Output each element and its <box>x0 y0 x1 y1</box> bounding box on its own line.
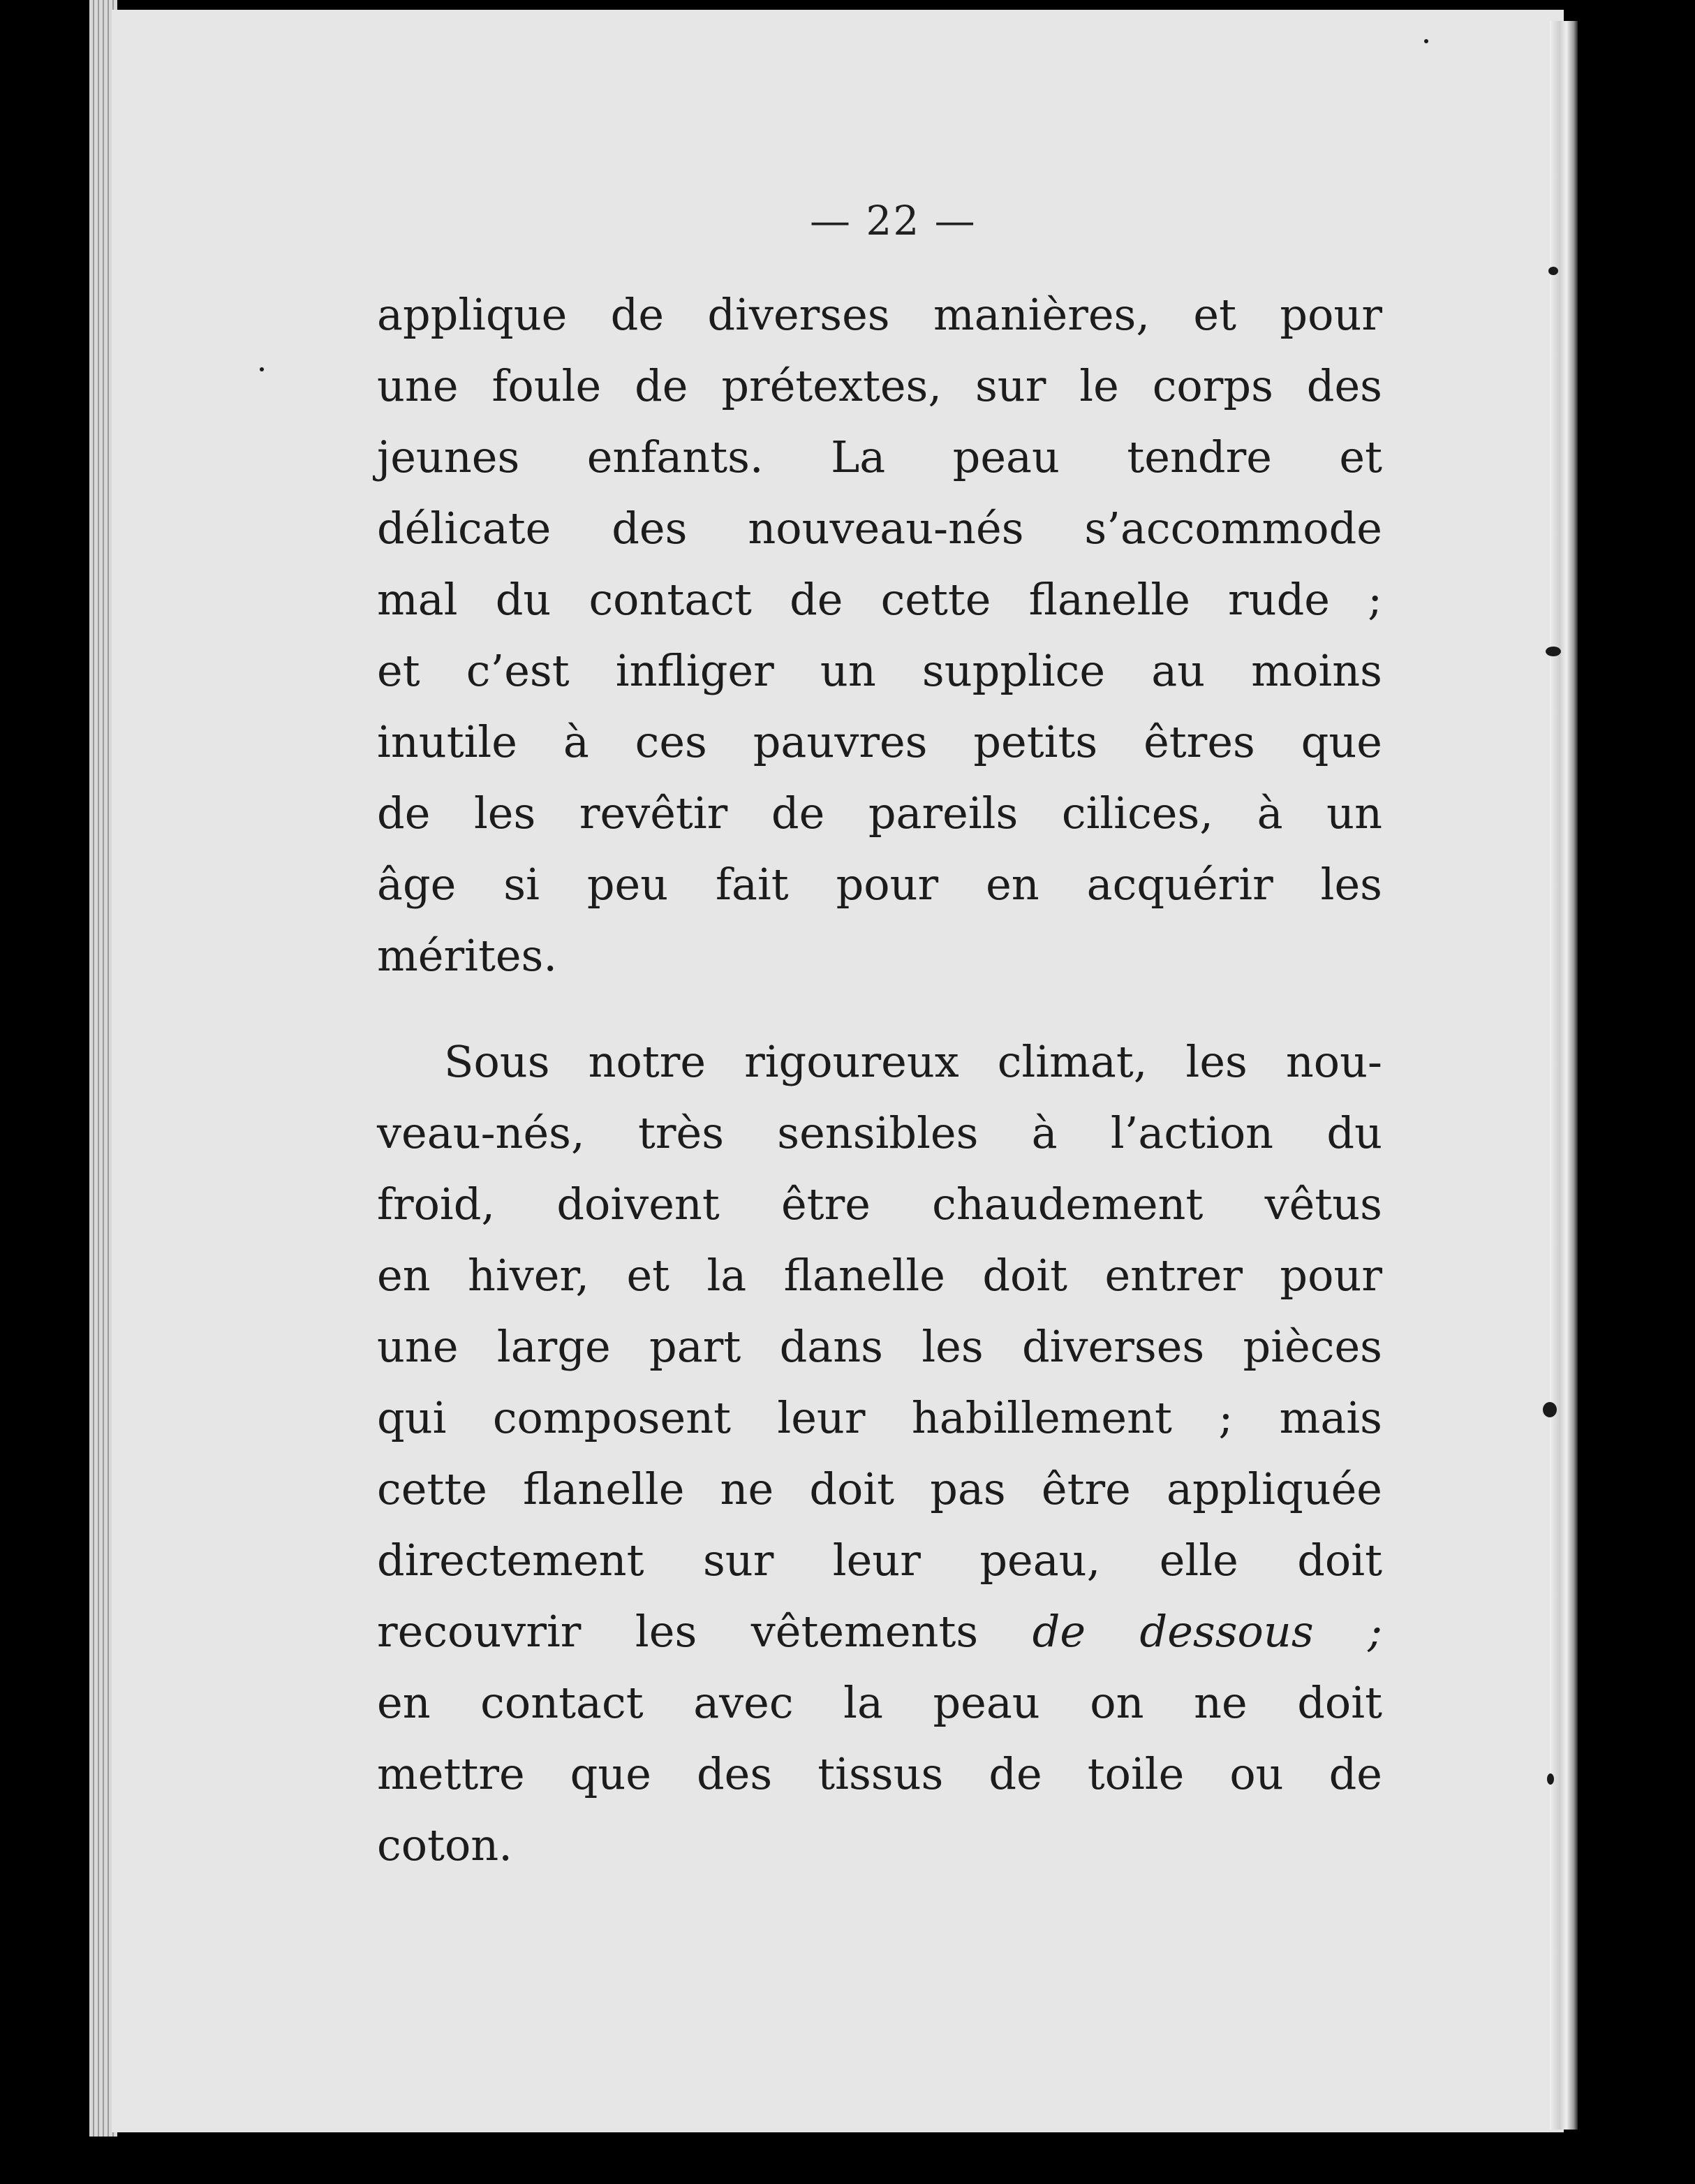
text-line: de les revêtir de pareils cilices, à un <box>377 788 1382 839</box>
text-line: coton. <box>377 1820 512 1871</box>
line-text: recouvrir les vêtements <box>377 1606 1032 1657</box>
text-line: veau-nés, très sensibles à l’action du <box>377 1107 1382 1158</box>
text-line: mettre que des tissus de toile ou de <box>377 1748 1382 1799</box>
italic-emphasis: de dessous ; <box>1032 1606 1382 1657</box>
text-line: inutile à ces pauvres petits êtres que <box>377 716 1382 767</box>
text-line: mal du contact de cette flanelle rude ; <box>377 574 1382 625</box>
page-number: — 22 — <box>810 197 977 244</box>
gutter-edge <box>1550 21 1578 2130</box>
paragraph-1 <box>377 279 1382 991</box>
scan-speck <box>1546 647 1561 656</box>
text-line: en hiver, et la flanelle doit entrer pour <box>377 1250 1382 1301</box>
scan-border-mark <box>1641 0 1695 29</box>
scan-speck <box>1547 1773 1554 1785</box>
body-text <box>377 279 1382 1881</box>
text-line: âge si peu fait pour en acquérir les <box>377 859 1382 910</box>
paragraph-2 <box>377 1026 1382 1881</box>
text-line: jeunes enfants. La peau tendre et <box>377 431 1382 482</box>
text-line: froid, doivent être chaudement vêtus <box>377 1179 1382 1230</box>
text-line: applique de diverses manières, et pour <box>377 289 1382 340</box>
text-line: cette flanelle ne doit pas être appliquée <box>377 1463 1382 1514</box>
text-line: et c’est infliger un supplice au moins <box>377 645 1382 696</box>
text-line-with-emphasis <box>377 1596 1382 1667</box>
text-line: une foule de prétextes, sur le corps des <box>377 360 1382 411</box>
text-line: mérites. <box>377 930 558 981</box>
text-line: Sous notre rigoureux climat, les nou- <box>444 1036 1382 1087</box>
text-line: qui composent leur habillement ; mais <box>377 1392 1382 1443</box>
text-line: une large part dans les diverses pièces <box>377 1321 1382 1372</box>
text-line: directement sur leur peau, elle doit <box>377 1535 1382 1586</box>
text-line: délicate des nouveau-nés s’accommode <box>377 503 1382 554</box>
text-line: en contact avec la peau on ne doit <box>377 1677 1382 1728</box>
scan-speck <box>1548 267 1558 275</box>
scan-speck <box>260 367 264 371</box>
scan-speck <box>1543 1402 1557 1417</box>
scan-speck <box>1424 39 1428 43</box>
